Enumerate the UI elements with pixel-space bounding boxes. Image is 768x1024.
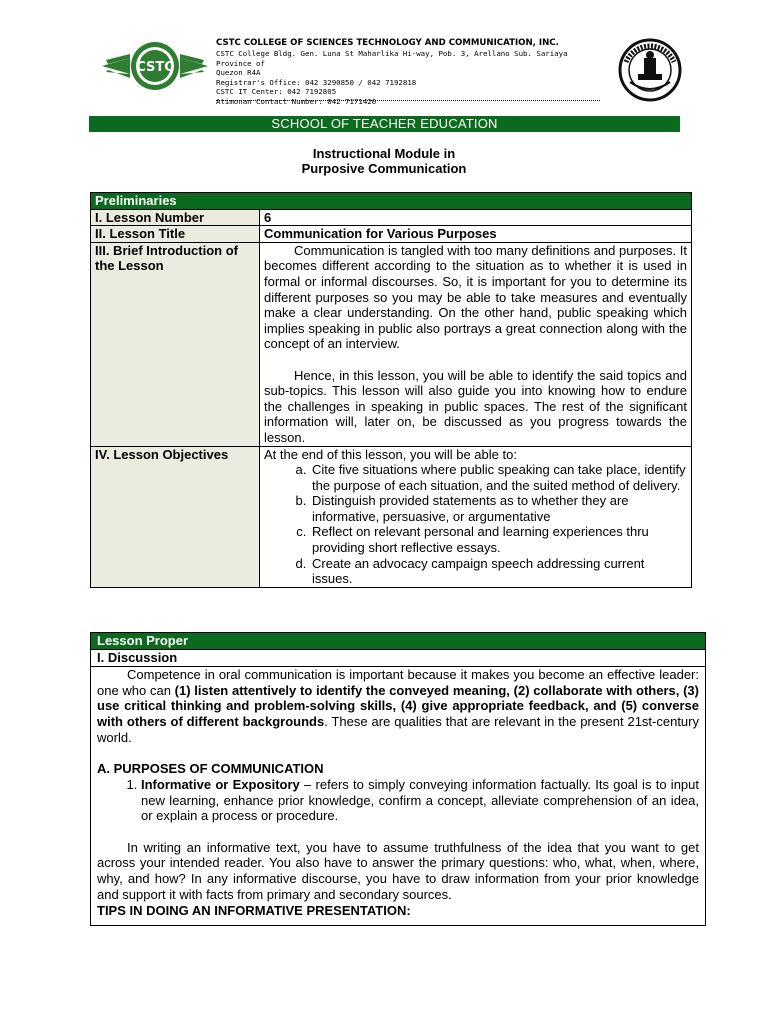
introduction-row xyxy=(91,242,692,446)
lesson-number-label: I. Lesson Number xyxy=(91,209,260,226)
module-title-line-1: Instructional Module in xyxy=(312,146,456,161)
objectives-intro: At the end of this lesson, you will be able to: xyxy=(264,446,517,462)
lesson-number-value: 6 xyxy=(260,209,692,226)
p1-text-b: . These are qualities that are relevant in the present 21st-century world. xyxy=(97,714,699,745)
discussion-paragraph-2: In writing an informative text, you have to assume truthfulness of the idea that you want to get across your intended reader. You also have to answer the primary questions: who, what, when, where, why, and how? In any informative discourse, you have to draw information from your prior knowledge and support it with facts from primary and secondary sources. xyxy=(97,839,699,902)
objective-item: b. Distinguish provided statements as to whether they are informative, persuasive, or argumentative xyxy=(310,493,687,524)
p1-text-a: Competence in oral communication is important because it makes you become an effective leader: one who can xyxy=(97,667,699,698)
objectives-content xyxy=(260,446,692,587)
lesson-proper-heading: Lesson Proper xyxy=(91,633,705,649)
school-banner: SCHOOL OF TEACHER EDUCATION xyxy=(89,116,680,132)
objectives-label: IV. Lesson Objectives xyxy=(91,446,260,587)
purposes-list xyxy=(97,777,699,824)
teacher-education-seal-icon xyxy=(618,38,682,102)
address-line-2: Quezon R4A xyxy=(216,68,261,78)
objectives-row xyxy=(91,446,692,587)
lesson-title-row xyxy=(91,226,692,243)
introduction-paragraph-1: Communication is tangled with too many definitions and purposes. It becomes different according to the situation as to whether it is used in formal or informal discourses. So, it is important for you to determine its different purposes so you may be able to take measures and eventually make a clear understanding. On the other hand, public speaking which implies speaking in public also portrays a great connection along with the concept of an interview. xyxy=(264,242,687,352)
preliminaries-header-row xyxy=(91,193,692,210)
lesson-number-row xyxy=(91,209,692,226)
registrar-contact: Registrar's Office: 042 3290850 / 042 7192818 xyxy=(216,77,417,87)
introduction-content xyxy=(260,242,692,446)
discussion-paragraph-1 xyxy=(97,667,699,746)
atimonan-contact: Atimonan Contact Number: 042 7171420 xyxy=(216,96,377,106)
letterhead xyxy=(0,0,768,110)
purpose-item-informative xyxy=(141,777,699,824)
cstc-logo-icon xyxy=(100,40,210,92)
p1-skills-list: (1) listen attentively to identify the conveyed meaning, (2) collaborate with others, (3) use critical thinking and problem-solving skills, (4) give appropriate feedback, and (5) converse with others of different backgrounds xyxy=(97,682,699,730)
address-line-1: CSTC College Bldg. Gen. Luna St Maharlika Hi-way, Pob. 3, Arellano Sub. Sariaya Province of xyxy=(216,49,568,68)
lesson-title-label: II. Lesson Title xyxy=(91,226,260,243)
letterhead-text xyxy=(216,38,606,107)
logo-text: CSTC xyxy=(136,60,174,75)
preliminaries-heading: Preliminaries xyxy=(91,193,692,210)
discussion-heading: I. Discussion xyxy=(91,649,705,667)
tips-heading: TIPS IN DOING AN INFORMATIVE PRESENTATION: xyxy=(97,902,411,918)
objective-item: a. Cite five situations where public speaking can take place, identify the purpose of each situation, and the suited method of delivery. xyxy=(310,462,687,493)
purpose-1-text: – refers to simply conveying information factually. Its goal is to input new learning, enhance prior knowledge, confirm a concept, alleviate comprehension of an idea, or explain a process or procedure. xyxy=(141,776,700,824)
objective-item: d. Create an advocacy campaign speech addressing current issues. xyxy=(310,556,687,587)
objective-item: c. Reflect on relevant personal and learning experiences thru providing short reflective essays. xyxy=(310,524,687,555)
module-title-line-2: Purposive Communication xyxy=(301,161,467,176)
discussion-body xyxy=(91,667,705,918)
lesson-title-value: Communication for Various Purposes xyxy=(260,226,692,243)
it-center-contact: CSTC IT Center: 042 7192805 xyxy=(216,87,337,97)
objectives-list xyxy=(264,462,687,587)
purpose-1-title: Informative or Expository xyxy=(141,776,300,792)
college-name: CSTC COLLEGE OF SCIENCES TECHNOLOGY AND COMMUNICATION, INC. xyxy=(216,38,559,48)
header-divider xyxy=(216,100,600,101)
preliminaries-table xyxy=(90,192,692,588)
introduction-label: III. Brief Introduction of the Lesson xyxy=(91,242,260,446)
lesson-proper-section xyxy=(90,632,706,926)
purposes-heading: A. PURPOSES OF COMMUNICATION xyxy=(97,761,324,777)
introduction-paragraph-2: Hence, in this lesson, you will be able to identify the said topics and sub-topics. This lesson will also guide you into knowing how to endure the challenges in speaking in public spaces. The rest of the significant information will, later on, be discussed as you progress towards the lesson. xyxy=(264,367,687,445)
